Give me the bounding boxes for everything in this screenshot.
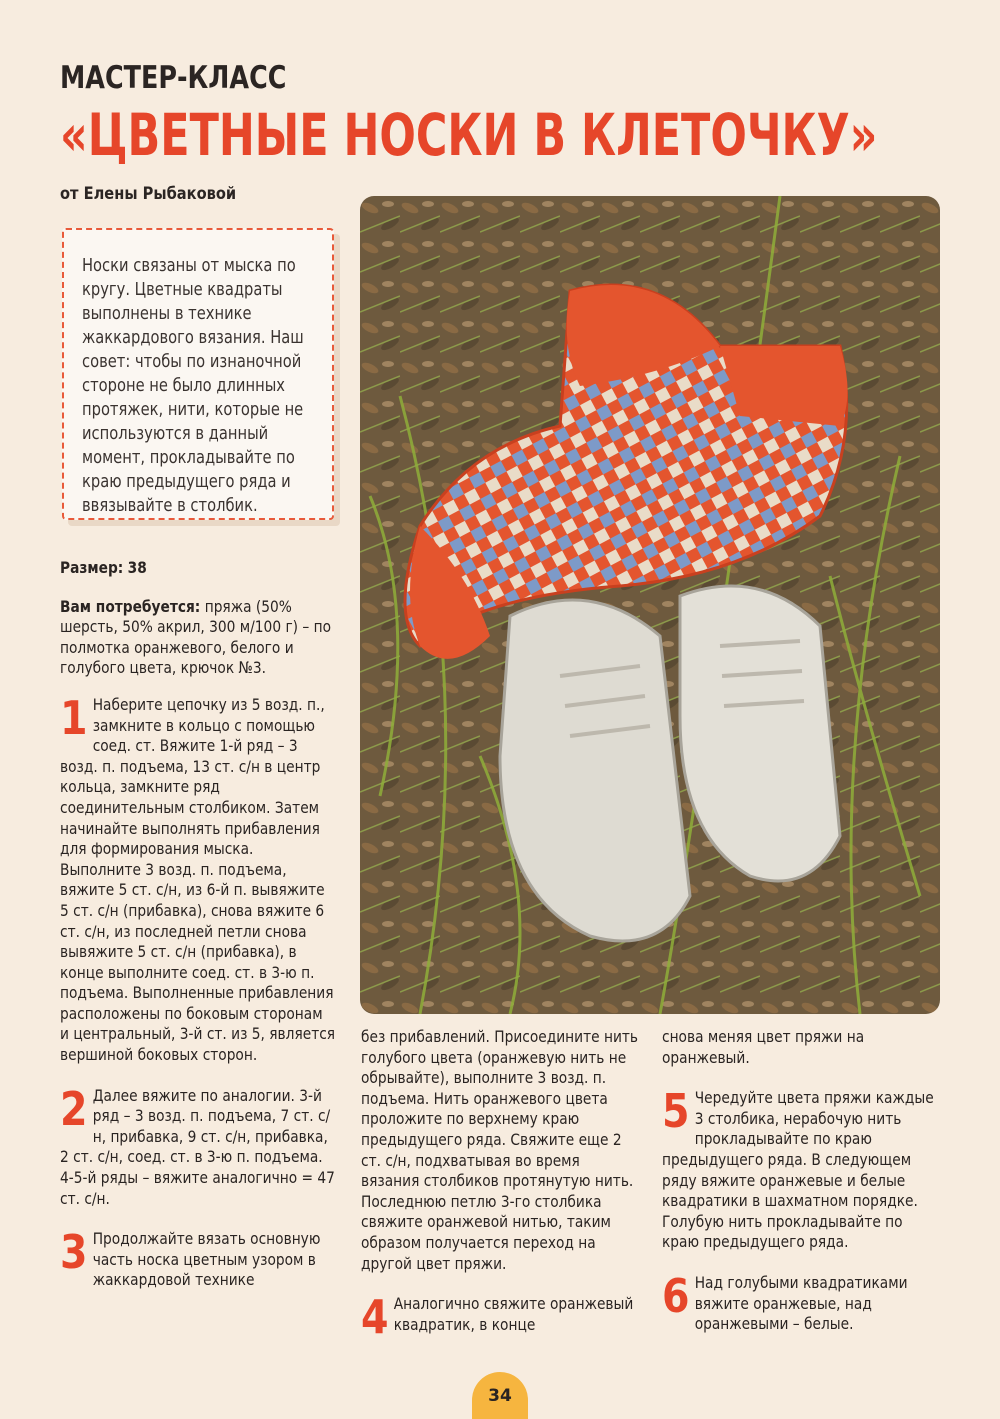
step-1 [60,690,336,1066]
col2-continuation: без прибавлений. Присоедините нить голубого цвета (оранжевую нить не обрывайте), выполните 3 возд. п. подъема. Нить оранжевого цвета проложите по верхнему краю предыдущего ряда. Свяжите еще 2 ст. с/н, подхватывая во время вязания столбиков протянутую нить. Последнюю петлю 3-го столбика свяжите оранжевой нитью, таким образом получается переход на другой цвет пряжи. [361,1027,639,1273]
step-1-number: 1 [60,690,88,745]
step-3-number: 3 [60,1225,88,1280]
step-4-number: 4 [361,1290,389,1345]
socks-photo [360,196,940,1014]
step-4 [361,1290,641,1345]
step-1-text: Наберите цепочку из 5 возд. п., замкните в кольцо с помощью соед. ст. Вяжите 1-й ряд – 3 возд. п. подъема, 13 ст. с/н в центр кольца, замкните ряд соединительным столбиком. Затем начинайте выполнять прибавления для формирования мыска. Выполните 3 возд. п. подъема, вяжите 5 ст. с/н, из 6-й п. вывяжите 5 ст. с/н (прибавка), снова вяжите 6 ст. с/н, из последней петли снова вывяжите 5 ст. с/н (прибавка), в конце выполните соед. ст. в 3-ю п. подъема. Выполненные прибавления расположены по боковым сторонам и центральный, 3-й ст. из 5, является вершиной боковых сторон. [60,694,336,1065]
size-label: Размер: [60,558,124,577]
materials-label: Вам потребуется: [60,596,201,616]
column-1 [60,558,335,1291]
section-kicker: МАСТЕР-КЛАСС [60,60,287,96]
size-line [60,558,335,579]
step-3-text: Продолжайте вязать основную часть носка цветным узором в жаккардовой технике [92,1229,321,1290]
page-number: 34 [472,1372,528,1419]
article-title: «ЦВЕТНЫЕ НОСКИ В КЛЕТОЧКУ» [60,101,878,169]
tip-box [62,228,334,520]
step-2-text: Далее вяжите по аналогии. 3-й ряд – 3 возд. п. подъема, 7 ст. с/н, прибавка, 9 ст. с/н, прибавка, 2 ст. с/н, соед. ст. в 3-ю п. подъема. 4-5-й ряды – вяжите аналогично = 47 ст. с/н. [60,1085,335,1208]
step-5-text: Чередуйте цвета пряжи каждые 3 столбика, нерабочую нить прокладывайте по краю предыдущего ряда. В следующем ряду вяжите оранжевые и белые квадратики в шахматном порядке. Голубую нить прокладывайте по краю предыдущего ряда. [662,1088,934,1252]
step-3 [60,1225,335,1291]
step-6-number: 6 [662,1268,690,1323]
col3-continuation: снова меняя цвет пряжи на оранжевый. [662,1027,865,1067]
step-6-text: Над голубыми квадратиками вяжите оранжевые, над оранжевыми – белые. [694,1272,908,1334]
step-2-number: 2 [60,1081,88,1136]
step-5-number: 5 [662,1084,690,1139]
column-2 [361,1027,641,1345]
step-4-text: Аналогично свяжите оранжевый квадратик, в конце [393,1294,634,1334]
article-author: от Елены Рыбаковой [60,184,237,204]
materials-text: пряжа (50% шерсть, 50% акрил, 300 м/100 г) – по полмотка оранжевого, белого и голубого цвета, крючок №3. [60,596,332,678]
tip-text: Носки связаны от мыска по кругу. Цветные квадраты выполнены в технике жаккардового вязания. Наш совет: чтобы по изнаночной стороне не было длинных протяжек, нити, которые не используются в данный момент, прокладывайте по краю предыдущего ряда и ввязывайте в столбик. [82,256,304,516]
size-value: 38 [127,558,147,577]
column-3 [662,1027,942,1335]
step-2 [60,1081,335,1210]
step-5 [662,1084,942,1253]
materials-line [60,597,335,679]
step-6 [662,1268,942,1335]
